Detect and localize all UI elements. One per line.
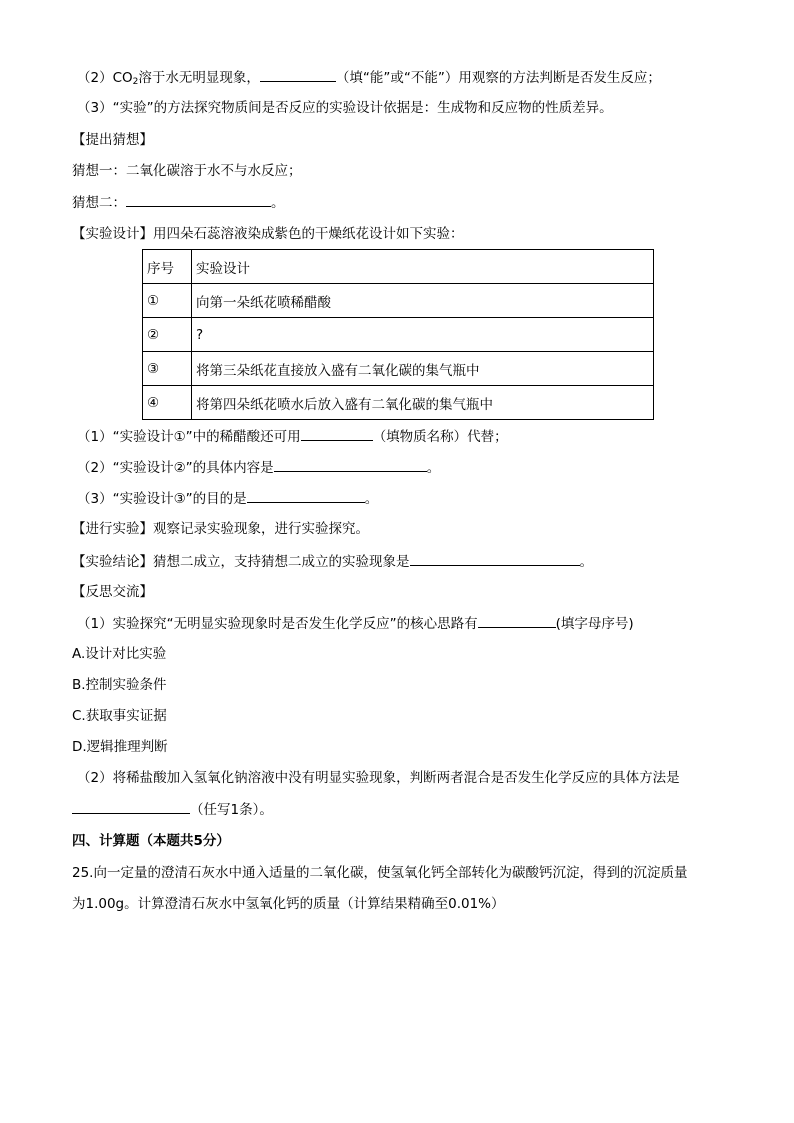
answer-blank[interactable] — [247, 488, 365, 503]
answer-blank[interactable] — [410, 551, 580, 566]
design-question-1: （1）“实验设计①”中的稀醋酸还可用 （填物质名称）代替； — [77, 426, 508, 447]
reflect-question-2-answer: （任写1条）。 — [72, 799, 273, 820]
experiment-design-table — [142, 249, 654, 420]
table-row — [143, 352, 654, 386]
answer-blank[interactable] — [126, 192, 271, 207]
option-a: A.设计对比实验 — [72, 646, 167, 662]
table-cell-design: 将第三朵纸花直接放入盛有二氧化碳的集气瓶中 — [192, 352, 654, 386]
table-cell-no: ① — [143, 284, 192, 318]
question-2-co2: $(2)CO_2$溶于水无明显现象， （填“能”或“不能”）用观察的方法判断是否发生反应； — [77, 67, 661, 92]
option-b: B.控制实验条件 — [72, 677, 167, 693]
option-d: D.逻辑推理判断 — [72, 739, 168, 755]
answer-blank[interactable] — [260, 67, 336, 82]
table-row — [143, 386, 654, 420]
table-header: 序号 — [143, 250, 192, 284]
table-row — [143, 318, 654, 352]
section-4-title: 四、计算题（本题共5分） — [72, 833, 230, 849]
design-question-3: （3）“实验设计③”的目的是 。 — [77, 488, 378, 509]
option-c: C.获取事实证据 — [72, 708, 167, 724]
reflect-header: 【反思交流】 — [72, 584, 153, 600]
conclusion-section: 【实验结论】猜想二成立，支持猜想二成立的实验现象是 。 — [72, 551, 593, 572]
table-cell-design: 将第四朵纸花喷水后放入盛有二氧化碳的集气瓶中 — [192, 386, 654, 420]
guess-2: 猜想二： 。 — [72, 192, 285, 213]
table-cell-design: ? — [192, 318, 654, 352]
reflect-question-1: （1）实验探究“无明显实验现象时是否发生化学反应”的核心思路有 (填字母序号) — [77, 613, 634, 634]
table-cell-no: ④ — [143, 386, 192, 420]
table-cell-no: ② — [143, 318, 192, 352]
reflect-question-2: （2）将稀盐酸加入氢氧化钠溶液中没有明显实验现象，判断两者混合是否发生化学反应的具体方法是 — [77, 770, 680, 786]
table-row — [143, 284, 654, 318]
question-25-line-1: 25.向一定量的澄清石灰水中通入适量的二氧化碳，使氢氧化钙全部转化为碳酸钙沉淀，得到的沉淀质量 — [72, 865, 688, 881]
answer-blank[interactable] — [301, 426, 373, 441]
table-header: 实验设计 — [192, 250, 654, 284]
table-cell-design: 向第一朵纸花喷稀醋酸 — [192, 284, 654, 318]
experiment-section: 【进行实验】观察记录实验现象，进行实验探究。 — [72, 521, 369, 537]
guess-1: 猜想一：二氧化碳溶于水不与水反应； — [72, 163, 302, 179]
answer-blank[interactable] — [478, 613, 556, 628]
question-25-line-2: 为1.00g。计算澄清石灰水中氢氧化钙的质量（计算结果精确至0.01%） — [72, 896, 505, 912]
design-intro: 【实验设计】用四朵石蕊溶液染成紫色的干燥纸花设计如下实验： — [72, 226, 464, 242]
table-header-row — [143, 250, 654, 284]
design-question-2: （2）“实验设计②”的具体内容是 。 — [77, 457, 440, 478]
answer-blank[interactable] — [274, 457, 427, 472]
guess-header: 【提出猜想】 — [72, 132, 153, 148]
question-3-basis: （3）“实验”的方法探究物质间是否反应的实验设计依据是：生成物和反应物的性质差异。 — [77, 100, 613, 116]
answer-blank[interactable] — [72, 799, 190, 814]
table-cell-no: ③ — [143, 352, 192, 386]
